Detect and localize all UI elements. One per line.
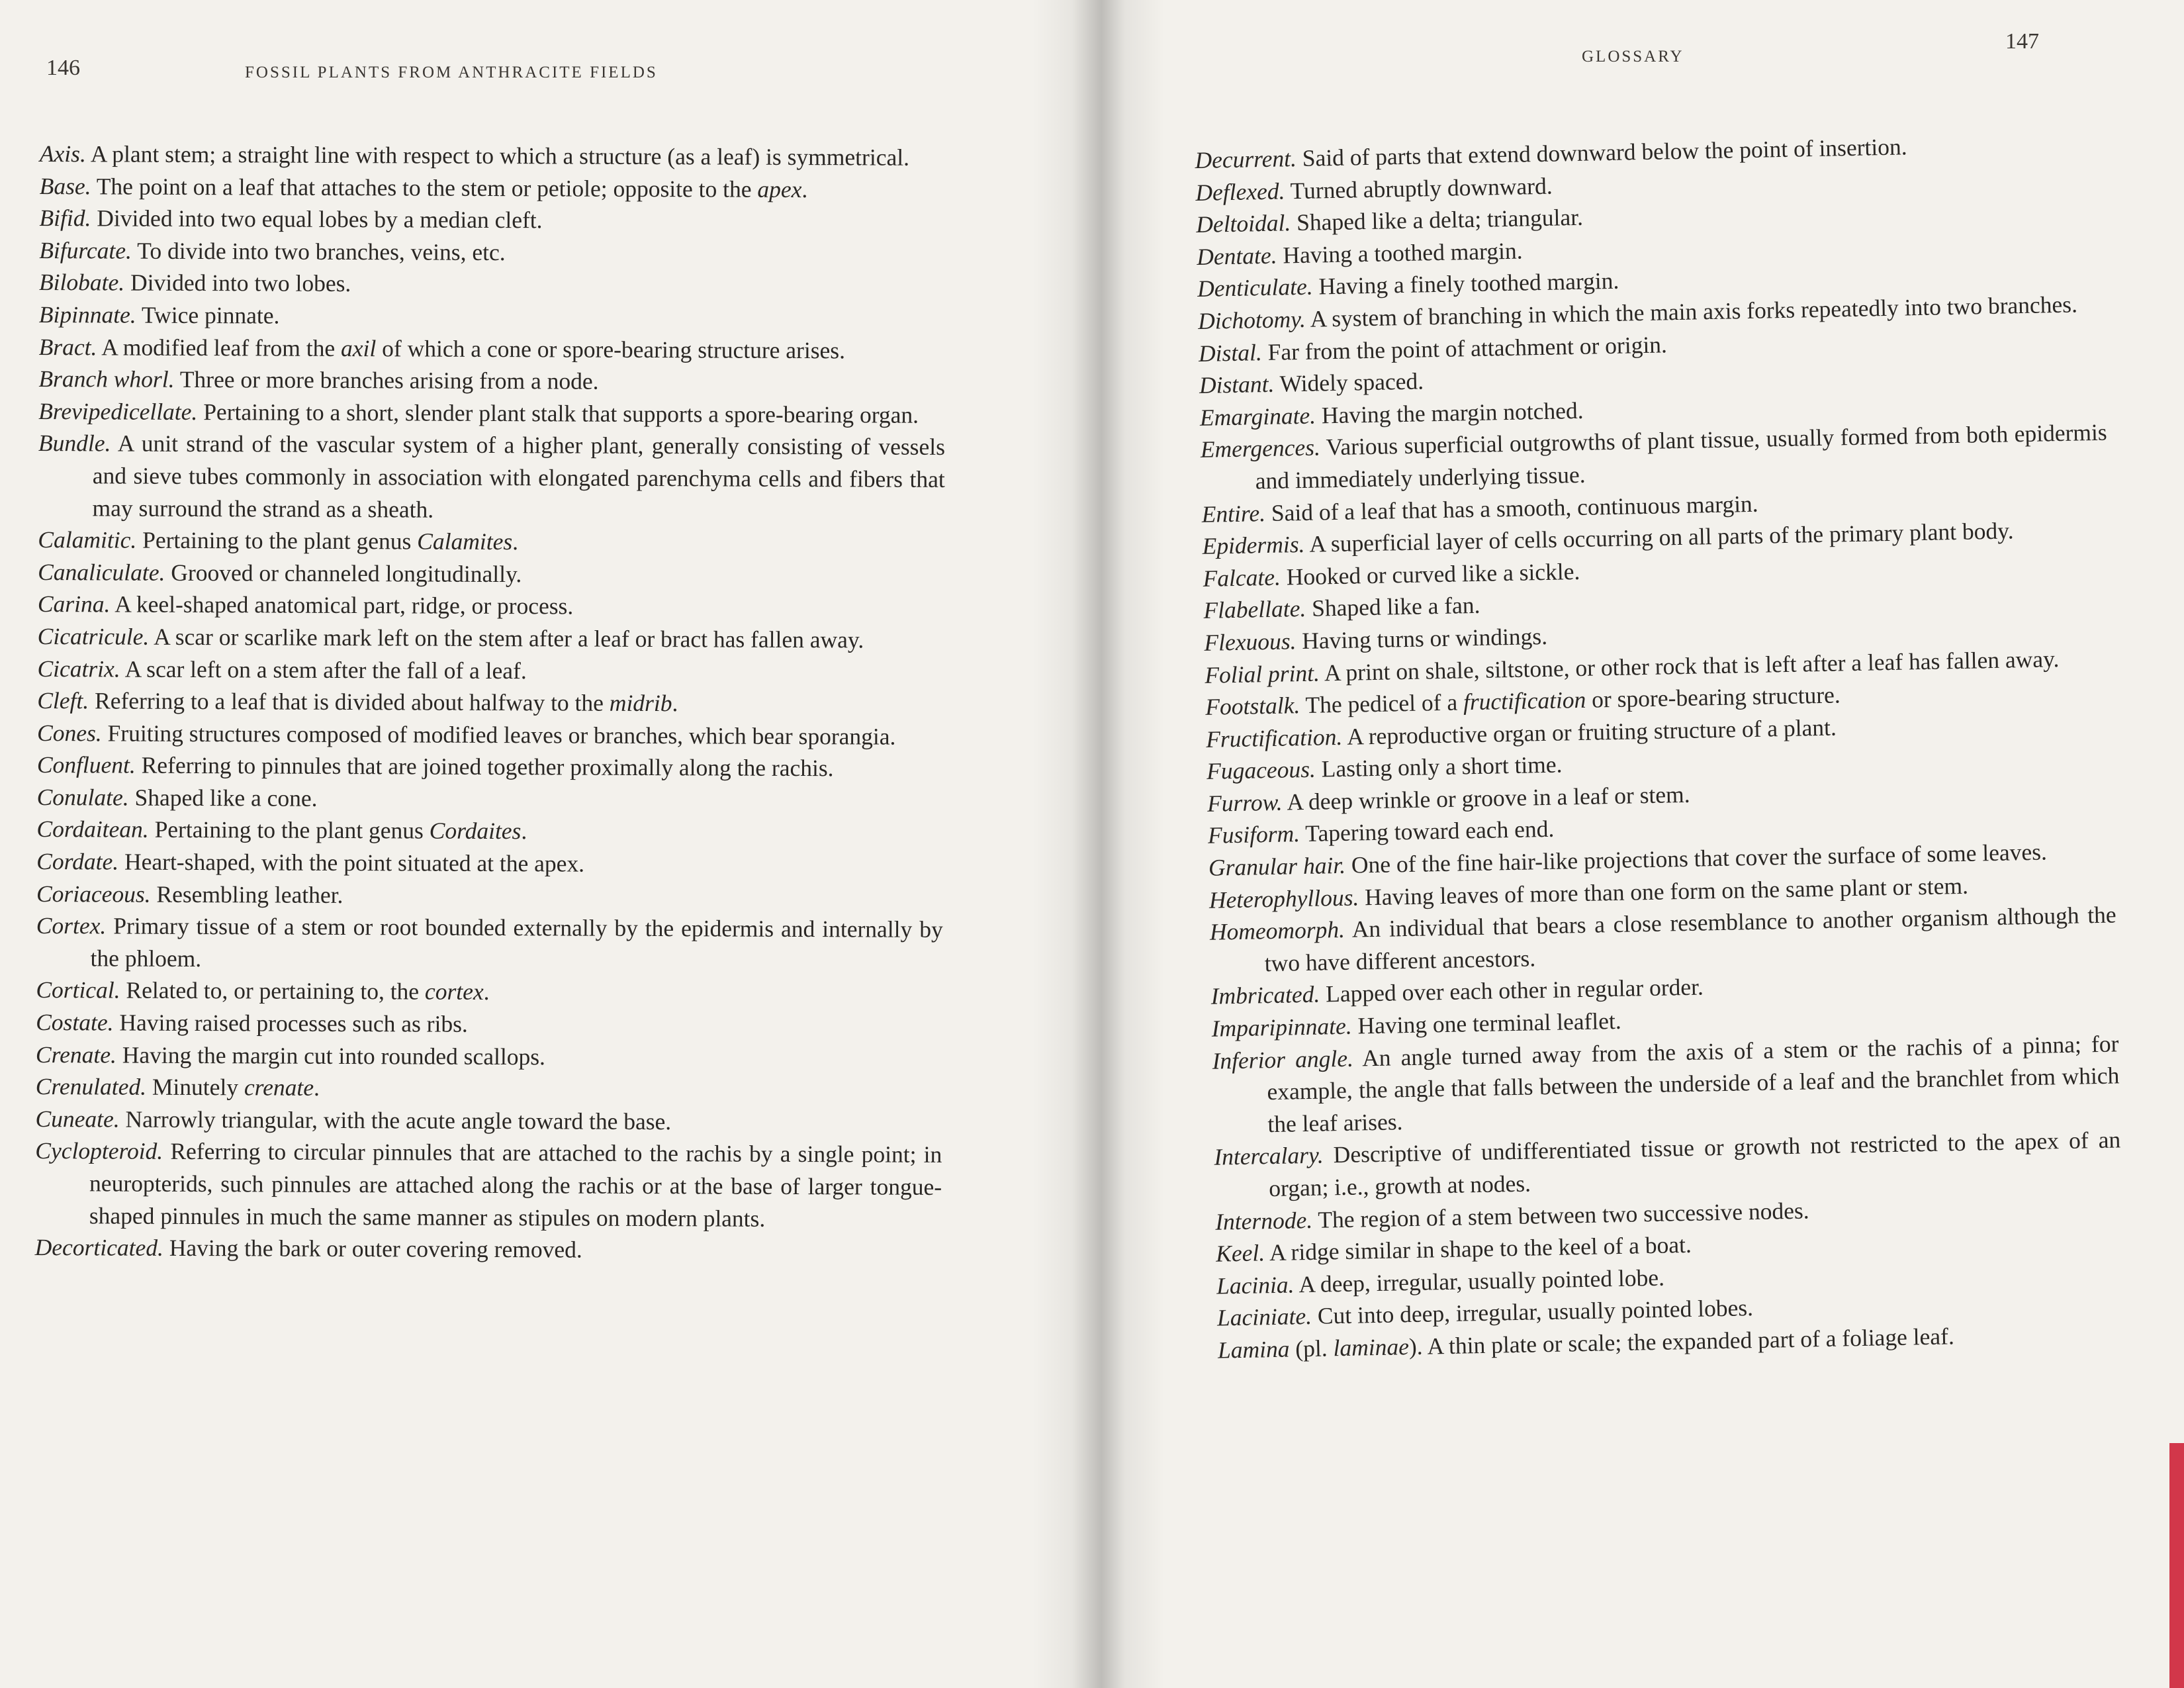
glossary-term: Carina. (37, 590, 111, 618)
glossary-term: Emarginate. (1199, 402, 1316, 431)
definition-text: Heart-shaped, with the point situated at the apex. (118, 848, 585, 877)
glossary-definition (165, 559, 522, 587)
glossary-term: Crenulated. (35, 1073, 147, 1100)
definition-text: Having the bark or outer covering removed. (163, 1235, 582, 1263)
glossary-term: Imparipinnate. (1211, 1012, 1352, 1042)
definition-text: Shaped like a fan. (1305, 592, 1480, 622)
italic-term-reference: laminae (1333, 1333, 1410, 1362)
glossary-term: Dichotomy. (1197, 305, 1306, 334)
definition-text: To divide into two branches, veins, etc. (131, 237, 506, 265)
glossary-entry (38, 588, 944, 624)
glossary-entry (36, 974, 942, 1010)
glossary-term: Coriaceous. (36, 880, 151, 908)
glossary-term: Bifurcate. (39, 236, 132, 264)
glossary-definition (129, 784, 318, 811)
definition-text: Pertaining to the plant genus (148, 816, 430, 845)
glossary-term: Crenate. (35, 1041, 116, 1068)
definition-text: Descriptive of undifferentiated tissue or growth not restricted to the apex of an organ; i.e., growth at nodes. (1268, 1126, 2121, 1202)
definition-text: Having a finely toothed margin. (1312, 267, 1619, 300)
definition-text: Having the margin notched. (1315, 397, 1584, 429)
definition-text: ). A thin plate or scale; the expanded part of a foliage leaf. (1408, 1323, 1955, 1360)
glossary-entry (37, 781, 944, 818)
glossary-definition (1342, 714, 1837, 749)
glossary-term: Bract. (38, 333, 97, 360)
glossary-entry (37, 749, 944, 785)
glossary-definition (136, 752, 834, 782)
glossary-definition (1315, 751, 1562, 782)
definition-text: Three or more branches arising from a node. (174, 366, 599, 395)
glossary-term: Fructification. (1205, 723, 1343, 753)
definition-text: Various superficial outgrowths of plant tissue, usually formed from both epidermis and immediately underlying tissue. (1255, 418, 2107, 494)
glossary-definition (150, 880, 343, 908)
glossary-definition (124, 269, 351, 297)
italic-term-reference: axil (341, 334, 377, 361)
glossary-entry (39, 331, 946, 367)
glossary-entry (39, 202, 946, 238)
glossary-entry (39, 266, 946, 303)
glossary-entry (39, 299, 946, 335)
definition-text: Having raised processes such as ribs. (113, 1009, 468, 1037)
glossary-definition (89, 687, 678, 716)
glossary-definition (136, 527, 518, 555)
glossary-entry (35, 1103, 942, 1139)
glossary-entries (35, 138, 946, 1268)
definition-text: Referring to circular pinnules that are attached to the rachis by a single point; in neuropterids, such pinnules are attached along the rachis or at the base of larger tongue-shaped pinnules in much the same manner as stipules on modern plants. (89, 1138, 942, 1232)
definition-text: Narrowly triangular, with the acute angle toward the base. (119, 1105, 672, 1135)
glossary-term: Cordate. (36, 848, 119, 875)
left-page (0, 0, 1079, 1688)
glossary-definition (1282, 781, 1690, 816)
page-number: 147 (2005, 29, 2039, 54)
glossary-definition (197, 399, 919, 428)
italic-term-reference: cortex (424, 978, 484, 1006)
glossary-term: Base. (39, 172, 91, 199)
glossary-term: Laciniate. (1216, 1303, 1312, 1332)
glossary-definition (1312, 1295, 1754, 1330)
definition-text: A unit strand of the vascular system of a higher plant, generally consisting of vessels and sieve tubes commonly in association with elongated parenchyma cells and fibers that may surround the strand as a sheath. (92, 430, 946, 523)
glossary-definition (163, 1235, 582, 1263)
definition-text: A deep wrinkle or groove in a leaf or stem. (1282, 780, 1690, 816)
definition-text: Shaped like a cone. (128, 784, 318, 812)
glossary-term: Bilobate. (38, 269, 125, 296)
glossary-entry (38, 620, 944, 657)
glossary-definition (110, 591, 573, 620)
definition-text: Referring to a leaf that is divided about halfway to the (89, 687, 610, 716)
glossary-term: Homeomorph. (1209, 916, 1345, 946)
definition-text: Tapering toward each end. (1299, 816, 1555, 847)
glossary-definition (97, 334, 845, 363)
glossary-definition (1261, 331, 1667, 365)
glossary-term: Cyclopteroid. (35, 1137, 163, 1165)
glossary-definition (1296, 623, 1547, 654)
definition-text: Divided into two equal lobes by a median cleft. (91, 205, 543, 234)
glossary-term: Fugaceous. (1206, 755, 1316, 785)
definition-text: A ridge similar in shape to the keel of a boat. (1264, 1231, 1692, 1266)
glossary-entry (40, 138, 946, 174)
glossary-entry (36, 813, 943, 849)
glossary-definition (89, 1138, 942, 1231)
definition-text: The pedicel of a (1299, 688, 1464, 719)
glossary-entry (37, 717, 944, 753)
glossary-term: Cuneate. (35, 1105, 120, 1133)
definition-text: Divided into two lobes. (124, 269, 351, 297)
glossary-term: Lamina (1217, 1335, 1290, 1364)
glossary-entry (38, 427, 945, 528)
glossary-term: Emergences. (1200, 434, 1321, 463)
glossary-term: Decorticated. (34, 1234, 163, 1262)
glossary-definition (120, 977, 490, 1005)
glossary-entry (36, 845, 943, 882)
definition-text: . (314, 1074, 320, 1102)
glossary-term: Cortical. (36, 976, 120, 1004)
glossary-term: Decurrent. (1195, 145, 1297, 173)
definition-text: . (801, 175, 808, 203)
glossary-term: Distant. (1199, 370, 1275, 399)
glossary-definition (1274, 368, 1424, 397)
glossary-term: Branch whorl. (38, 365, 175, 393)
glossary-term: Conulate. (36, 783, 129, 811)
glossary-term: Dentate. (1196, 242, 1277, 270)
glossary-definition (91, 205, 542, 234)
glossary-entry (39, 234, 946, 271)
definition-text: A superficial layer of cells occurring on all parts of the primary plant body. (1304, 517, 2014, 558)
definition-text: A system of branching in which the main axis forks repeatedly into two branches. (1305, 291, 2078, 332)
glossary-term: Imbricated. (1210, 981, 1320, 1010)
glossary-definition (1312, 1197, 1809, 1233)
definition-text: Lasting only a short time. (1315, 751, 1563, 782)
glossary-term: Cicatrix. (37, 655, 120, 682)
glossary-definition (1277, 237, 1523, 268)
glossary-term: Cordaitean. (36, 816, 149, 843)
glossary-entry (38, 524, 944, 560)
definition-text: The point on a leaf that attaches to the stem or petiole; opposite to the (91, 172, 758, 203)
glossary-entry (36, 1006, 942, 1043)
glossary-entries (1195, 127, 2124, 1367)
definition-text: Widely spaced. (1274, 367, 1424, 397)
glossary-definition (1267, 1030, 2120, 1137)
glossary-definition (1285, 172, 1553, 204)
definition-text: A print on shale, siltstone, or other rock that is left after a leaf has fallen away. (1319, 645, 2060, 686)
glossary-definition (149, 816, 527, 844)
glossary-term: Confluent. (36, 751, 136, 778)
glossary-entry (1212, 1027, 2120, 1141)
definition-text: Lapped over each other in regular order. (1319, 973, 1704, 1008)
glossary-term: Deflexed. (1195, 177, 1285, 206)
definition-text: Having a toothed margin. (1277, 237, 1523, 269)
glossary-entry (36, 1039, 942, 1075)
glossary-term: Brevipedicellate. (38, 397, 198, 425)
glossary-entry (35, 1135, 942, 1235)
glossary-term: Cicatricule. (37, 622, 150, 650)
definition-text: A plant stem; a straight line with respect to which a structure (as a leaf) is symmetrical. (85, 140, 910, 171)
glossary-term: Bifid. (39, 205, 91, 232)
glossary-term: Heterophyllous. (1208, 884, 1359, 914)
glossary-term: Costate. (36, 1009, 114, 1036)
italic-term-reference: crenate (244, 1074, 314, 1102)
glossary-term: Inferior angle. (1212, 1045, 1354, 1074)
glossary-entry (35, 1231, 942, 1268)
definition-text: A reproductive organ or fruiting structure of a plant. (1342, 714, 1837, 750)
glossary-term: Bundle. (38, 430, 111, 457)
glossary-definition (91, 913, 943, 972)
definition-text: A deep, irregular, usually pointed lobe. (1294, 1264, 1665, 1298)
definition-text: The region of a stem between two successive nodes. (1312, 1197, 1809, 1233)
definition-text: (pl. (1289, 1335, 1334, 1362)
glossary-term: Internode. (1214, 1206, 1313, 1235)
glossary-term: Flabellate. (1203, 595, 1306, 624)
definition-text: Resembling leather. (150, 880, 343, 908)
definition-text: Hooked or curved like a sickle. (1280, 557, 1580, 590)
definition-text: of which a cone or spore-bearing structure arises. (376, 334, 846, 363)
glossary-definition (1265, 1231, 1692, 1266)
glossary-entry (38, 556, 944, 592)
glossary-definition (113, 1009, 467, 1037)
right-page (1079, 0, 2184, 1688)
glossary-term: Falcate. (1203, 563, 1281, 592)
glossary-term: Cortex. (36, 912, 107, 939)
glossary-definition (1306, 592, 1480, 622)
italic-term-reference: apex (757, 175, 802, 203)
glossary-term: Axis. (39, 140, 86, 167)
glossary-definition (91, 173, 807, 203)
definition-text: Having one terminal leaflet. (1351, 1007, 1622, 1039)
glossary-entry (37, 684, 944, 721)
definition-text: A modified leaf from the (97, 333, 341, 361)
definition-text: Having leaves of more than one form on the same plant or stem. (1358, 872, 1969, 911)
definition-text: Pertaining to a short, slender plant stalk that supports a spore-bearing organ. (197, 398, 919, 428)
glossary-definition (120, 1105, 672, 1135)
definition-text: Cut into deep, irregular, usually pointed lobes. (1311, 1294, 1754, 1330)
definition-text: Referring to pinnules that are joined together proximally along the rachis. (135, 751, 834, 782)
definition-text: A scar left on a stem after the fall of a leaf. (120, 655, 527, 684)
italic-term-reference: fructification (1463, 686, 1586, 716)
glossary-term: Bipinnate. (38, 301, 136, 328)
glossary-definition (1351, 1008, 1621, 1039)
definition-text: . (483, 978, 490, 1006)
glossary-term: Keel. (1215, 1239, 1265, 1267)
glossary-definition (146, 1074, 320, 1101)
glossary-term: Deltoidal. (1195, 209, 1291, 238)
glossary-term: Granular hair. (1208, 851, 1346, 881)
glossary-definition (149, 624, 864, 653)
definition-text: Said of a leaf that has a smooth, continuous margin. (1265, 490, 1758, 526)
italic-term-reference: midrib (609, 689, 672, 717)
definition-text: Turned abruptly downward. (1285, 172, 1553, 204)
glossary-entry (37, 652, 944, 688)
red-page-edge (2169, 1443, 2184, 1688)
glossary-term: Denticulate. (1197, 273, 1314, 303)
definition-text: Said of parts that extend downward below the point of insertion. (1296, 133, 1907, 172)
definition-text: Far from the point of attachment or origin. (1261, 330, 1668, 365)
definition-text: Shaped like a delta; triangular. (1290, 203, 1584, 236)
glossary-entry (38, 395, 945, 432)
definition-text: An individual that bears a close resemblance to another organism although the two have different ancestors. (1264, 901, 2116, 977)
definition-text: Having turns or windings. (1296, 622, 1548, 655)
definition-text: . (521, 818, 527, 845)
glossary-term: Footstalk. (1205, 692, 1300, 720)
glossary-term: Cones. (36, 719, 102, 747)
glossary-term: Epidermis. (1202, 531, 1305, 560)
glossary-definition (132, 237, 506, 265)
glossary-term: Distal. (1198, 338, 1263, 367)
glossary-term: Canaliculate. (38, 558, 165, 586)
definition-text: A keel-shaped anatomical part, ridge, or process. (110, 590, 574, 620)
italic-term-reference: Cordaites (429, 818, 522, 845)
glossary-definition (1280, 558, 1580, 590)
glossary-definition (1320, 974, 1704, 1008)
glossary-definition (1294, 1264, 1664, 1297)
glossary-definition (1291, 204, 1583, 236)
glossary-definition (102, 720, 896, 749)
glossary-definition (92, 430, 945, 522)
glossary-term: Lacinia. (1216, 1271, 1295, 1299)
glossary-entry (40, 170, 946, 207)
glossary-definition (1312, 267, 1619, 300)
glossary-entry (36, 878, 943, 914)
glossary-definition (1316, 397, 1584, 429)
definition-text: Having the margin cut into rounded scallops. (116, 1041, 546, 1070)
definition-text: An angle turned away from the axis of a stem or the rachis of a pinna; for example, the angle that falls between the underside of a leaf and the branchlet from which the leaf arises. (1267, 1030, 2120, 1137)
glossary-term: Calamitic. (38, 526, 137, 553)
definition-text: Fruiting structures composed of modified leaves or branches, which bear sporangia. (101, 720, 896, 750)
glossary-term: Folial print. (1205, 659, 1320, 688)
glossary-term: Cleft. (37, 687, 89, 714)
definition-text: Twice pinnate. (136, 301, 280, 329)
glossary-term: Flexuous. (1204, 628, 1297, 656)
definition-text: Related to, or pertaining to, the (120, 976, 426, 1005)
glossary-term: Intercalary. (1213, 1141, 1324, 1171)
definition-text: Primary tissue of a stem or root bounded externally by the epidermis and internally by the phloem. (90, 912, 943, 972)
glossary-definition (1300, 816, 1555, 847)
glossary-entry (36, 910, 942, 978)
glossary-definition (174, 366, 598, 395)
glossary-definition (116, 1041, 545, 1070)
glossary-term: Entire. (1201, 499, 1266, 528)
definition-text: A scar or scarlike mark left on the stem after a leaf or bract has fallen away. (149, 623, 864, 653)
definition-text: Grooved or channeled longitudinally. (165, 559, 522, 587)
glossary-definition (118, 849, 584, 877)
glossary-definition (120, 655, 527, 684)
glossary-term: Furrow. (1206, 788, 1283, 817)
glossary-entry (38, 363, 945, 399)
glossary-definition (136, 302, 280, 329)
glossary-entry (36, 1070, 942, 1107)
glossary-term: Fusiform. (1207, 820, 1300, 849)
running-head: FOSSIL PLANTS FROM ANTHRACITE FIELDS (245, 64, 658, 81)
page-number: 146 (46, 56, 80, 80)
italic-term-reference: Calamites (417, 528, 513, 555)
running-head: GLOSSARY (1582, 48, 1684, 66)
definition-text: One of the fine hair-like projections that cover the surface of some leaves. (1345, 838, 2048, 878)
definition-text: . (672, 690, 678, 717)
definition-text: . (512, 528, 519, 555)
definition-text: Pertaining to the plant genus (136, 526, 418, 555)
definition-text: or spore-bearing structure. (1585, 681, 1841, 713)
glossary-definition (86, 140, 909, 170)
definition-text: Minutely (146, 1073, 245, 1101)
